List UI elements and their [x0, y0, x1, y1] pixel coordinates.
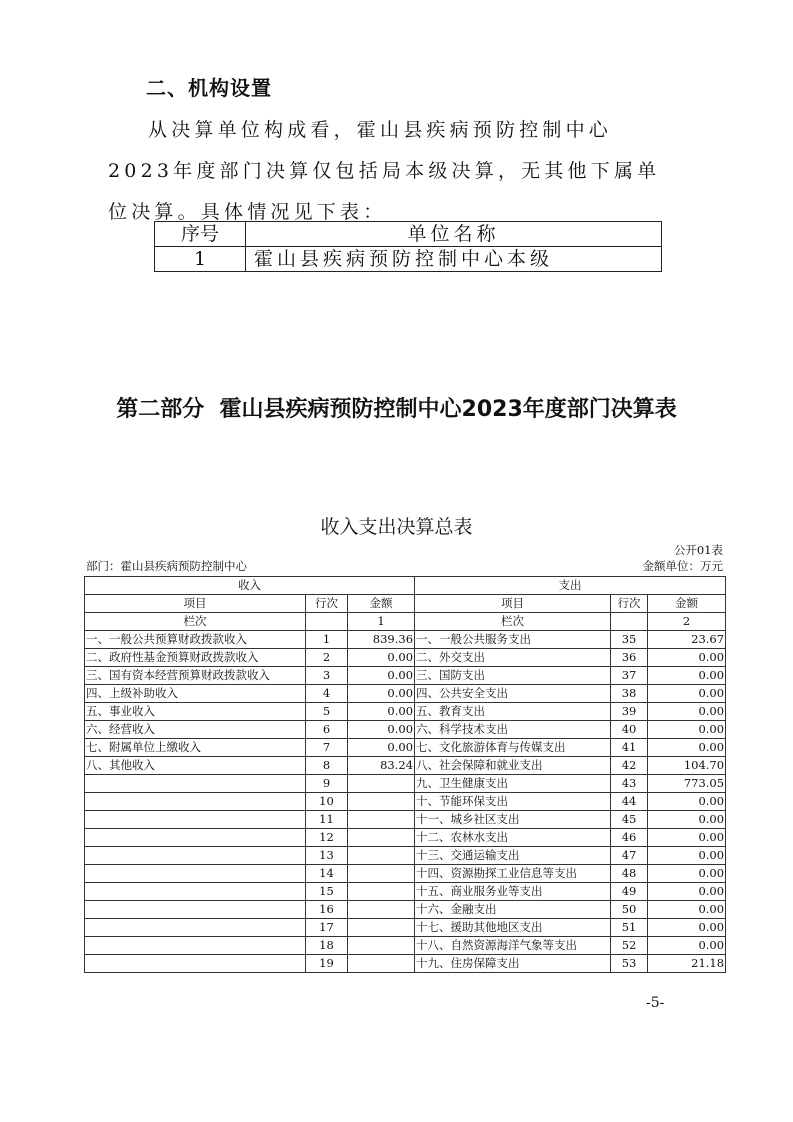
income-line: 4: [306, 685, 348, 703]
expense-amount: 773.05: [648, 775, 726, 793]
expense-item: 一、一般公共服务支出: [415, 631, 611, 649]
table-row: [85, 901, 726, 919]
income-item: 八、其他收入: [85, 757, 306, 775]
expense-line: 41: [611, 739, 648, 757]
expense-amount: 0.00: [648, 829, 726, 847]
income-line: 9: [306, 775, 348, 793]
income-item: [85, 901, 306, 919]
table-group-header: [85, 577, 726, 595]
table-lanci-row: [85, 613, 726, 631]
expense-item: 十、节能环保支出: [415, 793, 611, 811]
income-line: 11: [306, 811, 348, 829]
table-row: [85, 937, 726, 955]
expense-item: 七、文化旅游体育与传媒支出: [415, 739, 611, 757]
expense-header: 支出: [415, 577, 726, 595]
expense-line: 38: [611, 685, 648, 703]
income-amount: 0.00: [348, 739, 415, 757]
income-amount: 0.00: [348, 685, 415, 703]
income-item: [85, 793, 306, 811]
expense-line: 45: [611, 811, 648, 829]
expense-item: 十五、商业服务业等支出: [415, 883, 611, 901]
table-row: [85, 775, 726, 793]
expense-line: 47: [611, 847, 648, 865]
income-item: [85, 937, 306, 955]
income-line: 19: [306, 955, 348, 973]
expense-item: 十三、交通运输支出: [415, 847, 611, 865]
expense-item: 十四、资源勘探工业信息等支出: [415, 865, 611, 883]
income-amount: [348, 865, 415, 883]
expense-item: 六、科学技术支出: [415, 721, 611, 739]
table-row: [85, 883, 726, 901]
table-row: [85, 757, 726, 775]
table-title: 收入支出决算总表: [320, 516, 473, 538]
income-item: [85, 775, 306, 793]
income-amount: [348, 847, 415, 865]
income-amount: 0.00: [348, 721, 415, 739]
income-line: 12: [306, 829, 348, 847]
expense-item: 三、国防支出: [415, 667, 611, 685]
expense-amount: 21.18: [648, 955, 726, 973]
income-item: [85, 811, 306, 829]
expense-col-no: 2: [648, 613, 726, 631]
page-number: -5-: [646, 995, 665, 1011]
income-item: [85, 919, 306, 937]
income-amount: [348, 937, 415, 955]
expense-amount: 0.00: [648, 883, 726, 901]
expense-item: 四、公共安全支出: [415, 685, 611, 703]
income-lanci: 栏次: [85, 613, 306, 631]
income-item: 七、附属单位上缴收入: [85, 739, 306, 757]
table-row: [85, 955, 726, 973]
income-line: 10: [306, 793, 348, 811]
expense-line: 40: [611, 721, 648, 739]
org-row-index: 1: [155, 247, 246, 272]
table-row: [85, 703, 726, 721]
income-line: 7: [306, 739, 348, 757]
income-amount: [348, 793, 415, 811]
expense-line: 35: [611, 631, 648, 649]
income-amount: [348, 955, 415, 973]
expense-amount: 0.00: [648, 937, 726, 955]
table-row: [85, 919, 726, 937]
table-row: [85, 865, 726, 883]
income-line: 5: [306, 703, 348, 721]
income-item: [85, 883, 306, 901]
income-line: 15: [306, 883, 348, 901]
expense-line: 49: [611, 883, 648, 901]
income-line: 6: [306, 721, 348, 739]
expense-item: 五、教育支出: [415, 703, 611, 721]
org-table: [154, 221, 662, 272]
income-item: 五、事业收入: [85, 703, 306, 721]
expense-line: 52: [611, 937, 648, 955]
expense-line: 39: [611, 703, 648, 721]
expense-amount: 0.00: [648, 811, 726, 829]
expense-line: 37: [611, 667, 648, 685]
income-amount: 0.00: [348, 667, 415, 685]
income-amount: 83.24: [348, 757, 415, 775]
expense-amount: 0.00: [648, 865, 726, 883]
expense-col-line: 行次: [611, 595, 648, 613]
table-row: [85, 631, 726, 649]
section-heading: 二、机构设置: [146, 76, 272, 100]
expense-lanci: 栏次: [415, 613, 611, 631]
org-row-name: 霍山县疾病预防控制中心本级: [246, 247, 662, 272]
income-item: 四、上级补助收入: [85, 685, 306, 703]
income-item: 二、政府性基金预算财政拨款收入: [85, 649, 306, 667]
expense-line: 46: [611, 829, 648, 847]
expense-amount: 0.00: [648, 919, 726, 937]
income-line: 13: [306, 847, 348, 865]
table-col-header: [85, 595, 726, 613]
income-line: 1: [306, 631, 348, 649]
expense-item: 十一、城乡社区支出: [415, 811, 611, 829]
org-table-row: [155, 247, 662, 272]
table-row: [85, 793, 726, 811]
expense-item: 十八、自然资源海洋气象等支出: [415, 937, 611, 955]
expense-amount: 0.00: [648, 847, 726, 865]
expense-item: 十二、农林水支出: [415, 829, 611, 847]
table-row: [85, 649, 726, 667]
income-expense-table: [84, 576, 726, 973]
income-line: 16: [306, 901, 348, 919]
expense-item: 八、社会保障和就业支出: [415, 757, 611, 775]
income-amount: [348, 775, 415, 793]
expense-line: 51: [611, 919, 648, 937]
income-line: 17: [306, 919, 348, 937]
expense-line: 43: [611, 775, 648, 793]
income-item: 三、国有资本经营预算财政拨款收入: [85, 667, 306, 685]
unit-label: 金额单位：万元: [642, 559, 723, 573]
income-line: 2: [306, 649, 348, 667]
income-line: 14: [306, 865, 348, 883]
expense-item: 十六、金融支出: [415, 901, 611, 919]
expense-line: 44: [611, 793, 648, 811]
table-row: [85, 685, 726, 703]
income-item: [85, 847, 306, 865]
income-amount: [348, 901, 415, 919]
table-row: [85, 847, 726, 865]
expense-line: 36: [611, 649, 648, 667]
expense-col-item: 项目: [415, 595, 611, 613]
expense-line: 48: [611, 865, 648, 883]
table-code: 公开01表: [673, 543, 723, 557]
income-amount: [348, 829, 415, 847]
income-amount: 0.00: [348, 649, 415, 667]
expense-amount: 0.00: [648, 685, 726, 703]
expense-amount: 0.00: [648, 649, 726, 667]
table-row: [85, 721, 726, 739]
expense-item: 二、外交支出: [415, 649, 611, 667]
table-row: [85, 739, 726, 757]
expense-lanci-line: [611, 613, 648, 631]
income-amount: [348, 883, 415, 901]
expense-amount: 0.00: [648, 901, 726, 919]
expense-amount: 0.00: [648, 793, 726, 811]
expense-item: 十七、援助其他地区支出: [415, 919, 611, 937]
org-table-header: [155, 222, 662, 247]
expense-amount: 0.00: [648, 721, 726, 739]
table-row: [85, 667, 726, 685]
income-item: [85, 865, 306, 883]
expense-line: 53: [611, 955, 648, 973]
org-col-name: 单位名称: [246, 222, 662, 247]
income-lanci-line: [306, 613, 348, 631]
income-item: [85, 955, 306, 973]
income-col-item: 项目: [85, 595, 306, 613]
expense-amount: 0.00: [648, 667, 726, 685]
table-body: [85, 631, 726, 973]
income-col-no: 1: [348, 613, 415, 631]
income-amount: 839.36: [348, 631, 415, 649]
income-header: 收入: [85, 577, 415, 595]
expense-amount: 0.00: [648, 703, 726, 721]
table-row: [85, 829, 726, 847]
income-line: 18: [306, 937, 348, 955]
income-col-amount: 金额: [348, 595, 415, 613]
section-paragraph: 从决算单位构成看，霍山县疾病预防控制中心2023年度部门决算仅包括局本级决算，无其他下属单位决算。具体情况见下表：: [108, 119, 661, 223]
org-col-index: 序号: [155, 222, 246, 247]
income-amount: 0.00: [348, 703, 415, 721]
expense-amount: 23.67: [648, 631, 726, 649]
expense-item: 十九、住房保障支出: [415, 955, 611, 973]
income-line: 8: [306, 757, 348, 775]
expense-item: 九、卫生健康支出: [415, 775, 611, 793]
expense-line: 50: [611, 901, 648, 919]
income-item: 六、经营收入: [85, 721, 306, 739]
expense-line: 42: [611, 757, 648, 775]
expense-amount: 104.70: [648, 757, 726, 775]
expense-amount: 0.00: [648, 739, 726, 757]
income-item: [85, 829, 306, 847]
income-item: 一、一般公共预算财政拨款收入: [85, 631, 306, 649]
income-amount: [348, 811, 415, 829]
part-title: 第二部分 霍山县疾病预防控制中心2023年度部门决算表: [116, 397, 677, 422]
table-row: [85, 811, 726, 829]
income-amount: [348, 919, 415, 937]
department-label: 部门：霍山县疾病预防控制中心: [86, 559, 247, 573]
income-line: 3: [306, 667, 348, 685]
income-col-line: 行次: [306, 595, 348, 613]
expense-col-amount: 金额: [648, 595, 726, 613]
